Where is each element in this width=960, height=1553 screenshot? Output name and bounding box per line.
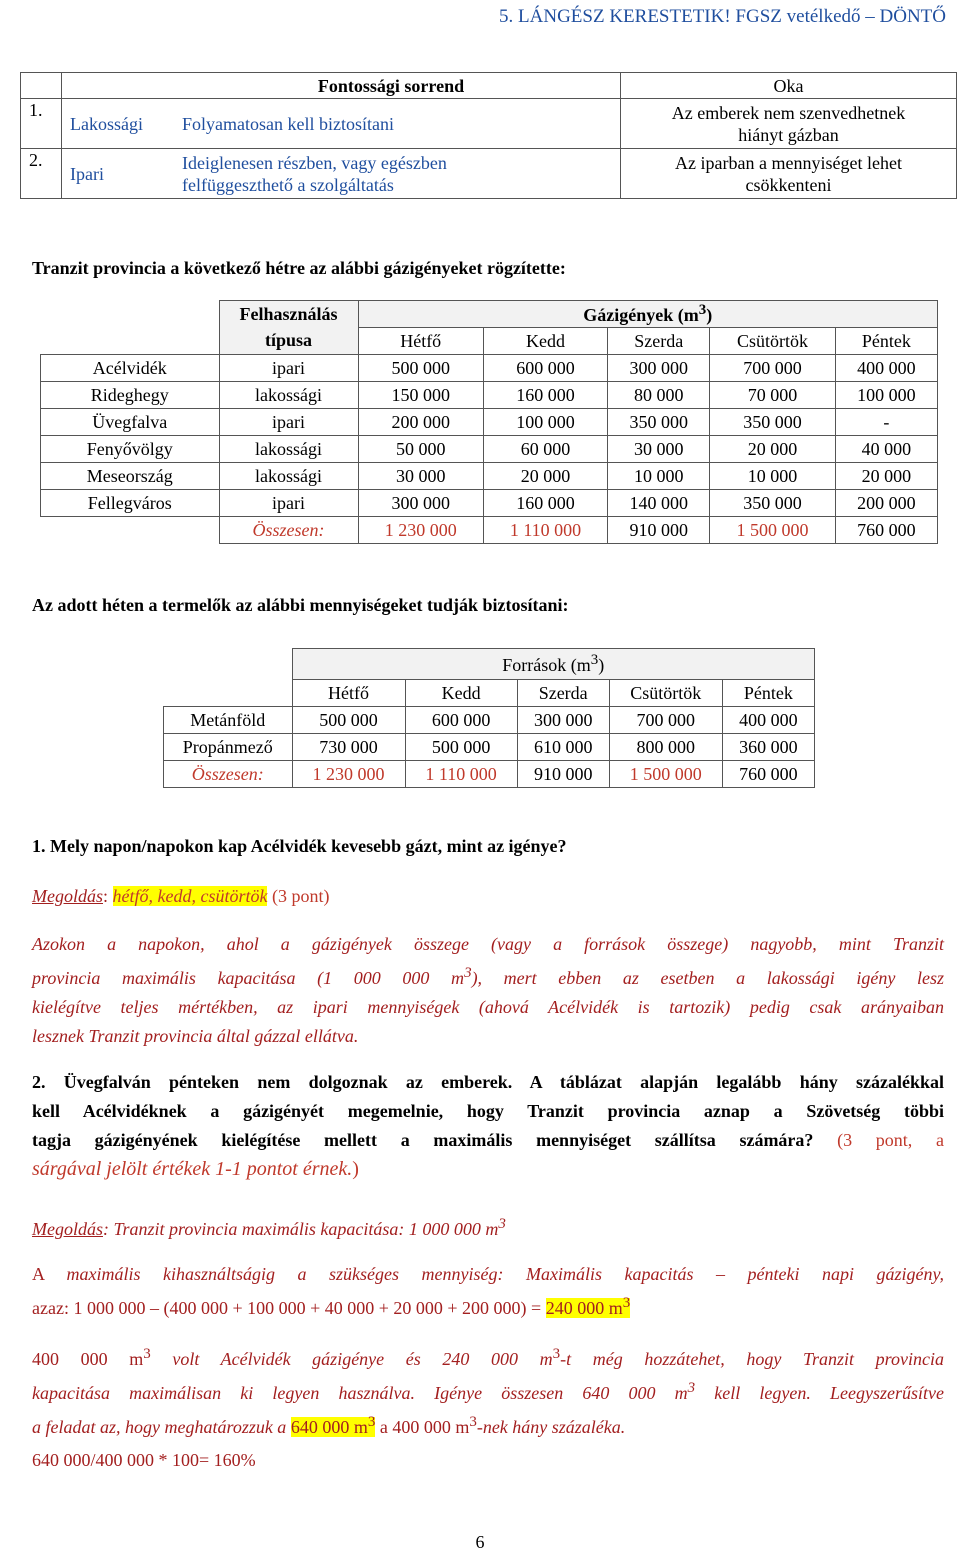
day-header: Csütörtök xyxy=(710,328,835,355)
page-header: 5. LÁNGÉSZ KERESTETIK! FGSZ vetélkedő – DÖNTŐ xyxy=(499,6,946,27)
use-type: lakossági xyxy=(219,463,358,490)
use-type: lakossági xyxy=(219,436,358,463)
table-row xyxy=(41,409,938,436)
use-type: lakossági xyxy=(219,382,358,409)
day-header: Péntek xyxy=(835,328,937,355)
region-name: Acélvidék xyxy=(41,355,220,382)
demand-table xyxy=(40,300,938,544)
row-number: 1. xyxy=(21,99,62,149)
demand-value: 10 000 xyxy=(710,463,835,490)
demand-value: 40 000 xyxy=(835,436,937,463)
day-header: Szerda xyxy=(608,328,710,355)
demand-value: 160 000 xyxy=(483,490,607,517)
use-type: ipari xyxy=(219,409,358,436)
day-header: Szerda xyxy=(517,680,609,707)
use-type-header-1: Felhasználás xyxy=(219,301,358,328)
demand-value: 350 000 xyxy=(608,409,710,436)
type-label: Lakossági xyxy=(70,113,143,134)
use-type: ipari xyxy=(219,490,358,517)
region-name: Fenyővölgy xyxy=(41,436,220,463)
priority-table xyxy=(20,72,957,199)
sources-group-header: Források $(m^3)$ xyxy=(292,649,815,680)
use-type: ipari xyxy=(219,355,358,382)
demand-value: 70 000 xyxy=(710,382,835,409)
demand-value: 50 000 xyxy=(358,436,483,463)
demand-value: 350 000 xyxy=(710,409,835,436)
demand-value: 200 000 xyxy=(358,409,483,436)
demand-value: 140 000 xyxy=(608,490,710,517)
reason-text: Az iparban a mennyiséget lehet csökkenteni xyxy=(621,149,957,199)
demand-group-header: Gázigények $(m^3)$ xyxy=(358,301,938,328)
table-row: Propánmező 730 000 500 000 610 000 800 000 360 000 xyxy=(164,734,815,761)
demand-value: 20 000 xyxy=(483,463,607,490)
demand-value: 200 000 xyxy=(835,490,937,517)
demand-value: 300 000 xyxy=(358,490,483,517)
q2-result: 640 000/400 000 * 100= 160% xyxy=(32,1450,256,1470)
question-2: 2. Üvegfalván pénteken nem dolgoznak az emberek. A táblázat alapján legalább hány százalékkal kell Acélvidéknek a gázigényét megemelnie, hogy Tranzit provincia aznap a Szövetség többi tagja gázigényének kielégítése mellett a maximális mennyiséget szállítsa számára? (3 pont, a sárgával jelölt értékek 1-1 pontot érnek.) xyxy=(32,1072,944,1180)
table-row: Metánföld 500 000 600 000 300 000 700 000 400 000 xyxy=(164,707,815,734)
demand-value: 160 000 xyxy=(483,382,607,409)
question-1: 1. Mely napon/napokon kap Acélvidék kevesebb gázt, mint az igénye? xyxy=(32,836,567,856)
demand-value: 80 000 xyxy=(608,382,710,409)
table-row xyxy=(41,436,938,463)
table-row xyxy=(41,382,938,409)
sources-table xyxy=(163,648,815,788)
type-label: Ipari xyxy=(70,163,104,184)
demand-value: 500 000 xyxy=(358,355,483,382)
demand-value: 300 000 xyxy=(608,355,710,382)
region-name: Üvegfalva xyxy=(41,409,220,436)
use-type-header-2: típusa xyxy=(219,328,358,355)
table-row xyxy=(41,355,938,382)
intro-demand: Tranzit provincia a következő hétre az alábbi gázigényeket rögzítette: xyxy=(32,258,566,278)
q2-solution-line: Megoldás: Tranzit provincia maximális kapacitása: 1 000 000 $m^3$ xyxy=(32,1216,506,1239)
demand-value: 20 000 xyxy=(710,436,835,463)
q1-solution: Megoldás: hétfő, kedd, csütörtök (3 pont) xyxy=(32,886,330,906)
page-number: 6 xyxy=(475,1532,485,1552)
region-name: Rideghegy xyxy=(41,382,220,409)
priority-header: Fontossági sorrend xyxy=(317,75,465,96)
demand-value: 30 000 xyxy=(358,463,483,490)
day-header: Péntek xyxy=(722,680,814,707)
demand-value: - xyxy=(835,409,937,436)
q2-calculation: A maximális kihasználtságig a szükséges mennyiség: Maximális kapacitás – pénteki napi gázigény, azaz: 1 000 000 – (400 000 + 100 000 + 40 000 + 20 000 + 200 000) = 240 000 $m^3$ xyxy=(32,1264,944,1318)
demand-value: 400 000 xyxy=(835,355,937,382)
rule-text: Folyamatosan kell biztosítani xyxy=(182,113,394,134)
day-header: Kedd xyxy=(483,328,607,355)
demand-value: 30 000 xyxy=(608,436,710,463)
demand-value: 20 000 xyxy=(835,463,937,490)
table-row xyxy=(41,490,938,517)
day-header: Hétfő xyxy=(292,680,405,707)
demand-value: 100 000 xyxy=(835,382,937,409)
demand-value: 60 000 xyxy=(483,436,607,463)
day-header: Hétfő xyxy=(358,328,483,355)
reason-header: Oka xyxy=(621,73,957,99)
q2-reasoning: 400 000 $m^3$ volt Acélvidék gázigénye és 240 000 $m^3-t$ még hozzátehet, hogy Tranzit provincia kapacitása maximálisan ki legyen használva. Igénye összesen 640 000 $m^3$ kell legyen. Leegyszerűsítve a feladat az, hogy meghatározzuk a 640 000 $m^3$ a 400 000 $m^3$-nek hány százaléka. xyxy=(32,1346,944,1437)
demand-total-row: Összesen: 1 230 000 1 110 000 910 000 1 500 000 760 000 xyxy=(41,517,938,544)
demand-value: 150 000 xyxy=(358,382,483,409)
intro-sources: Az adott héten a termelők az alábbi mennyiségeket tudják biztosítani: xyxy=(32,595,569,615)
sources-total-row: Összesen: 1 230 000 1 110 000 910 000 1 500 000 760 000 xyxy=(164,761,815,788)
region-name: Fellegváros xyxy=(41,490,220,517)
demand-value: 350 000 xyxy=(710,490,835,517)
rule-text: Ideiglenesen részben, vagy egészben felfüggeszthető a szolgáltatás xyxy=(182,152,447,195)
row-number: 2. xyxy=(21,149,62,199)
q1-explanation: Azokon a napokon, ahol a gázigények összege (vagy a források összege) nagyobb, mint Tranzit provincia maximális kapacitása (1 000 000 $m^3$), mert ebben az esetben a lakossági igény lesz kielégítve teljes mértékben, az ipari mennyiségek (ahová Acélvidék is tartozik) pedig csak arányaiban lesznek Tranzit provincia által gázzal ellátva. xyxy=(32,934,944,1046)
demand-value: 100 000 xyxy=(483,409,607,436)
demand-value: 10 000 xyxy=(608,463,710,490)
reason-text: Az emberek nem szenvedhetnek hiányt gázban xyxy=(621,99,957,149)
demand-value: 600 000 xyxy=(483,355,607,382)
region-name: Meseország xyxy=(41,463,220,490)
day-header: Kedd xyxy=(405,680,517,707)
day-header: Csütörtök xyxy=(609,680,722,707)
table-row xyxy=(41,463,938,490)
demand-value: 700 000 xyxy=(710,355,835,382)
